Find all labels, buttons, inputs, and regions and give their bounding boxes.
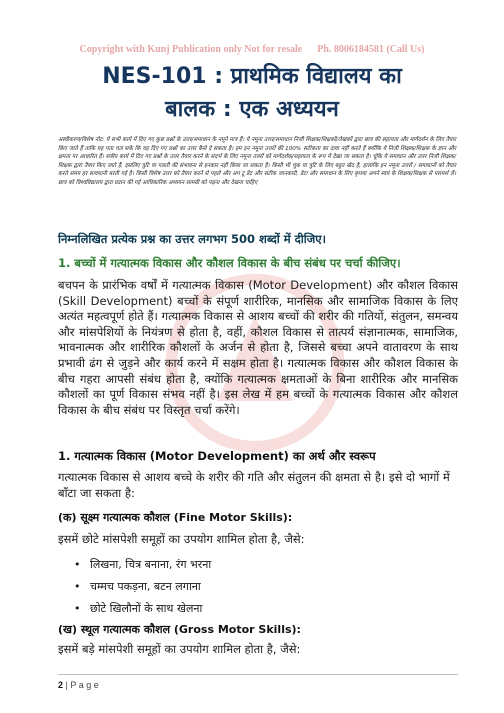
disclaimer-note: अस्वीकरण/विशेष नोट: ये सभी कार्य में दिए गए कुछ प्रश्नों के उत्तर/समाधान के नमूने मात्र हैं। ये नमूना उत्तर/समाधान निजी शिक्षक/शिक्षकों/लेखकों द्वारा छात्र की सहायता और मार्गदर्शन के लिए तैयार किए जाते हैं ताकि यह पता चल सके कि वह दिए गए प्रश्नों का उत्तर कैसे दे सकता है। हम इन नमूना उत्तरों की 100% सटीकता का दावा नहीं करते हैं क्योंकि ये निजी शिक्षक/शिक्षक के ज्ञान और क्षमता पर आधारित हैं। सत्रीय कार्य में दिए गए प्रश्नों के उत्तर तैयार करने के संदर्भ के लिए नमूना उत्तरों को मार्गदर्शक/सहायता के रूप में देखा जा सकता है। चूंकि ये समाधान और उत्तर निजी शिक्षक/शिक्षक द्वारा तैयार किए जाते हैं, इसलिए त्रुटि या गलती की संभावना से इनकार नहीं किया जा सकता है। किसी भी चूक या त्रुटि के लिए बहुत खेद है, हालांकि इन नमूना उत्तरों / समाधानों को तैयार करते समय हर सावधानी बरती गई है। किसी विशेष उत्तर को तैयार करने से पहले और अप टू डेट और सटीक जानकारी, डेटा और समाधान के लिए कृपया अपने स्वयं के शिक्षक/शिक्षक से परामर्श लें। छात्र को विश्वविद्यालय द्वारा प्रदान की गई आधिकारिक अध्ययन सामग्री को पढ़ना और देखना चाहिए <box>58 137 456 186</box>
list-item-text: लिखना, चित्र बनाना, रंग भरना <box>90 558 212 571</box>
list-item-text: चम्मच पकड़ना, बटन लगाना <box>90 580 201 593</box>
gross-motor-paragraph: इसमें बड़े मांसपेशी समूहों का उपयोग शामिल होता है, जैसे: <box>58 642 301 656</box>
copyright-header: Copyright with Kunj Publication only Not for resale Ph. 8006184581 (Call Us) <box>79 44 425 55</box>
question-1: 1. बच्चों में गत्यात्मक विकास और कौशल विकास के बीच संबंध पर चर्चा कीजिए। <box>58 256 401 270</box>
bullet-icon: • <box>74 580 81 593</box>
fine-motor-paragraph: इसमें छोटे मांसपेशी समूहों का उपयोग शामिल होता है, जैसे: <box>58 532 305 546</box>
list-item <box>74 576 211 598</box>
bullet-icon: • <box>74 558 81 571</box>
fine-motor-heading: (क) सूक्ष्म गत्यात्मक कौशल (Fine Motor Skills): <box>58 511 293 524</box>
answer-instruction: निम्नलिखित प्रत्येक प्रश्न का उत्तर लगभग 500 शब्दों में दीजिए। <box>58 232 326 246</box>
bullet-icon: • <box>74 602 81 615</box>
page-title <box>40 60 464 126</box>
section-1-heading: 1. गत्यात्मक विकास (Motor Development) का अर्थ और स्वरूप <box>58 449 376 463</box>
page-number: 2 <box>58 680 64 690</box>
page-footer <box>58 680 99 690</box>
page-title-line-1: NES-101 : प्राथमिक विद्यालय का <box>102 64 402 89</box>
list-item <box>74 598 211 620</box>
intro-paragraph: बचपन के प्रारंभिक वर्षों में गत्यात्मक विकास (Motor Development) और कौशल विकास (Skill Development) बच्चों के संपूर्ण शारीरिक, मानसिक और सामाजिक विकास के लिए अत्यंत महत्वपूर्ण होते हैं। गत्यात्मक विकास से आशय बच्चों की शरीर की गतियों, संतुलन, समन्वय और मांसपेशियों के नियंत्रण से होता है, वहीं, कौशल विकास से तात्पर्य संज्ञानात्मक, सामाजिक, भावनात्मक और शारीरिक कौशलों के अर्जन से होता है, जिससे बच्चा अपने वातावरण के साथ प्रभावी ढंग से जुड़ने और कार्य करने में सक्षम होता है। गत्यात्मक विकास और कौशल विकास के बीच गहरा आपसी संबंध होता है, क्योंकि गत्यात्मक क्षमताओं के बिना शारीरिक और मानसिक कौशलों का पूर्ण विकास संभव नहीं है। इस लेख में हम बच्चों के गत्यात्मक विकास और कौशल विकास के बीच संबंध पर विस्तृत चर्चा करेंगे। <box>58 278 458 417</box>
fine-motor-list <box>74 554 211 620</box>
page-label: | P a g e <box>65 680 99 690</box>
list-item-text: छोटे खिलौनों के साथ खेलना <box>90 602 203 615</box>
footer-divider <box>58 674 458 675</box>
list-item <box>74 554 211 576</box>
gross-motor-heading: (ख) स्थूल गत्यात्मक कौशल (Gross Motor Skills): <box>58 623 301 636</box>
section-1-paragraph: गत्यात्मक विकास से आशय बच्चे के शरीर की गति और संतुलन की क्षमता से है। इसे दो भागों में बाँटा जा सकता है: <box>58 470 450 500</box>
page-title-line-2: बालक : एक अध्ययन <box>165 97 339 122</box>
